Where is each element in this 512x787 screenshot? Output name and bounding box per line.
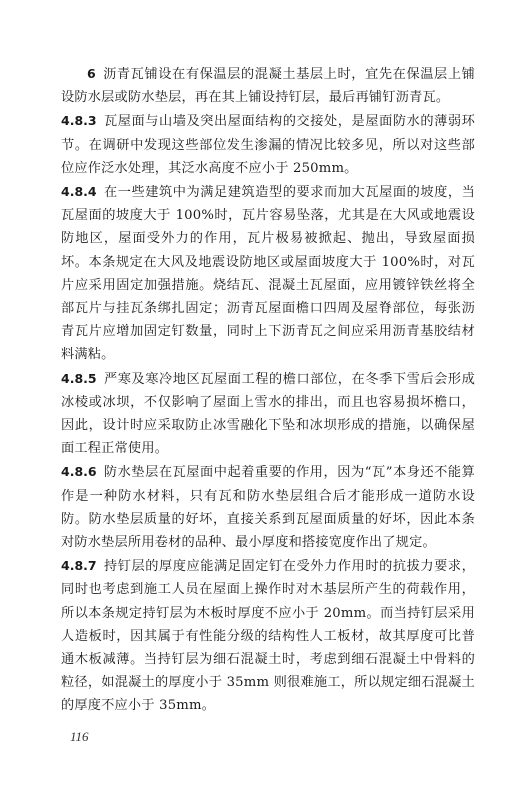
paragraph-number: 6 [87,66,96,81]
page-number: 116 [70,729,89,744]
section-number: 4.8.4 [61,184,97,200]
document-body [61,62,475,718]
paragraph-4-8-7 [61,554,475,717]
paragraph-4-8-3 [61,109,475,180]
paragraph-text: 瓦屋面与山墙及突出屋面结构的交接处，是屋面防水的薄弱环节。在调研中发现这些部位发生渗漏的情况比较多见，所以对这些部位应作泛水处理，其泛水高度不应小于 250mm。 [61,114,475,176]
paragraph-text: 沥青瓦铺设在有保温层的混凝土基层上时，宜先在保温层上铺设防水层或防水垫层，再在其上铺设持钉层，最后再铺钉沥青瓦。 [61,67,475,106]
section-number: 4.8.3 [61,113,97,129]
paragraph-text: 防水垫层在瓦屋面中起着重要的作用，因为“瓦”本身还不能算作是一种防水材料，只有瓦和防水垫层组合后才能形成一道防水设防。防水垫层质量的好坏，直接关系到瓦屋面质量的好坏，因此本条对防水垫层所用卷材的品种、最小厚度和搭接宽度作出了规定。 [61,465,475,551]
paragraph-text: 持钉层的厚度应能满足固定钉在受外力作用时的抗拔力要求，同时也考虑到施工人员在屋面上操作时对木基层所产生的荷载作用，所以本条规定持钉层为木板时厚度不应小于 20mm。而当持钉层采用人造板时，因其属于有性能分级的结构性人工板材，故其厚度可比普通木板减薄。当持钉层为细石混凝土时，考虑到细石混凝土中骨料的粒径，如混凝土的厚度小于 35mm 则很难施工，所以规定细石混凝土的厚度不应小于 35mm。 [61,559,475,714]
section-number: 4.8.6 [61,464,97,480]
paragraph-text: 严寒及寒冷地区瓦屋面工程的檐口部位，在冬季下雪后会形成冰棱或冰坝，不仅影响了屋面上雪水的排出，而且也容易损坏檐口，因此，设计时应采取防止冰雪融化下坠和冰坝形成的措施，以确保屋面工程正常使用。 [61,371,475,457]
section-number: 4.8.7 [61,558,97,574]
paragraph-6 [61,62,475,109]
paragraph-4-8-5 [61,367,475,461]
paragraph-text: 在一些建筑中为满足建筑造型的要求而加大瓦屋面的坡度，当瓦屋面的坡度大于 100%时，瓦片容易坠落，尤其是在大风或地震设防地区，屋面受外力的作用，瓦片极易被掀起、抛出，导致屋面损坏。本条规定在大风及地震设防地区或屋面坡度大于 100%时，对瓦片应采用固定加强措施。烧结瓦、混凝土瓦屋面，应用镀锌铁丝将全部瓦片与挂瓦条绑扎固定；沥青瓦屋面檐口四周及屋脊部位，每张沥青瓦片应增加固定钉数量，同时上下沥青瓦之间应采用沥青基胶结材料满粘。 [61,185,475,363]
paragraph-4-8-6 [61,460,475,554]
paragraph-4-8-4 [61,180,475,367]
section-number: 4.8.5 [61,370,97,386]
